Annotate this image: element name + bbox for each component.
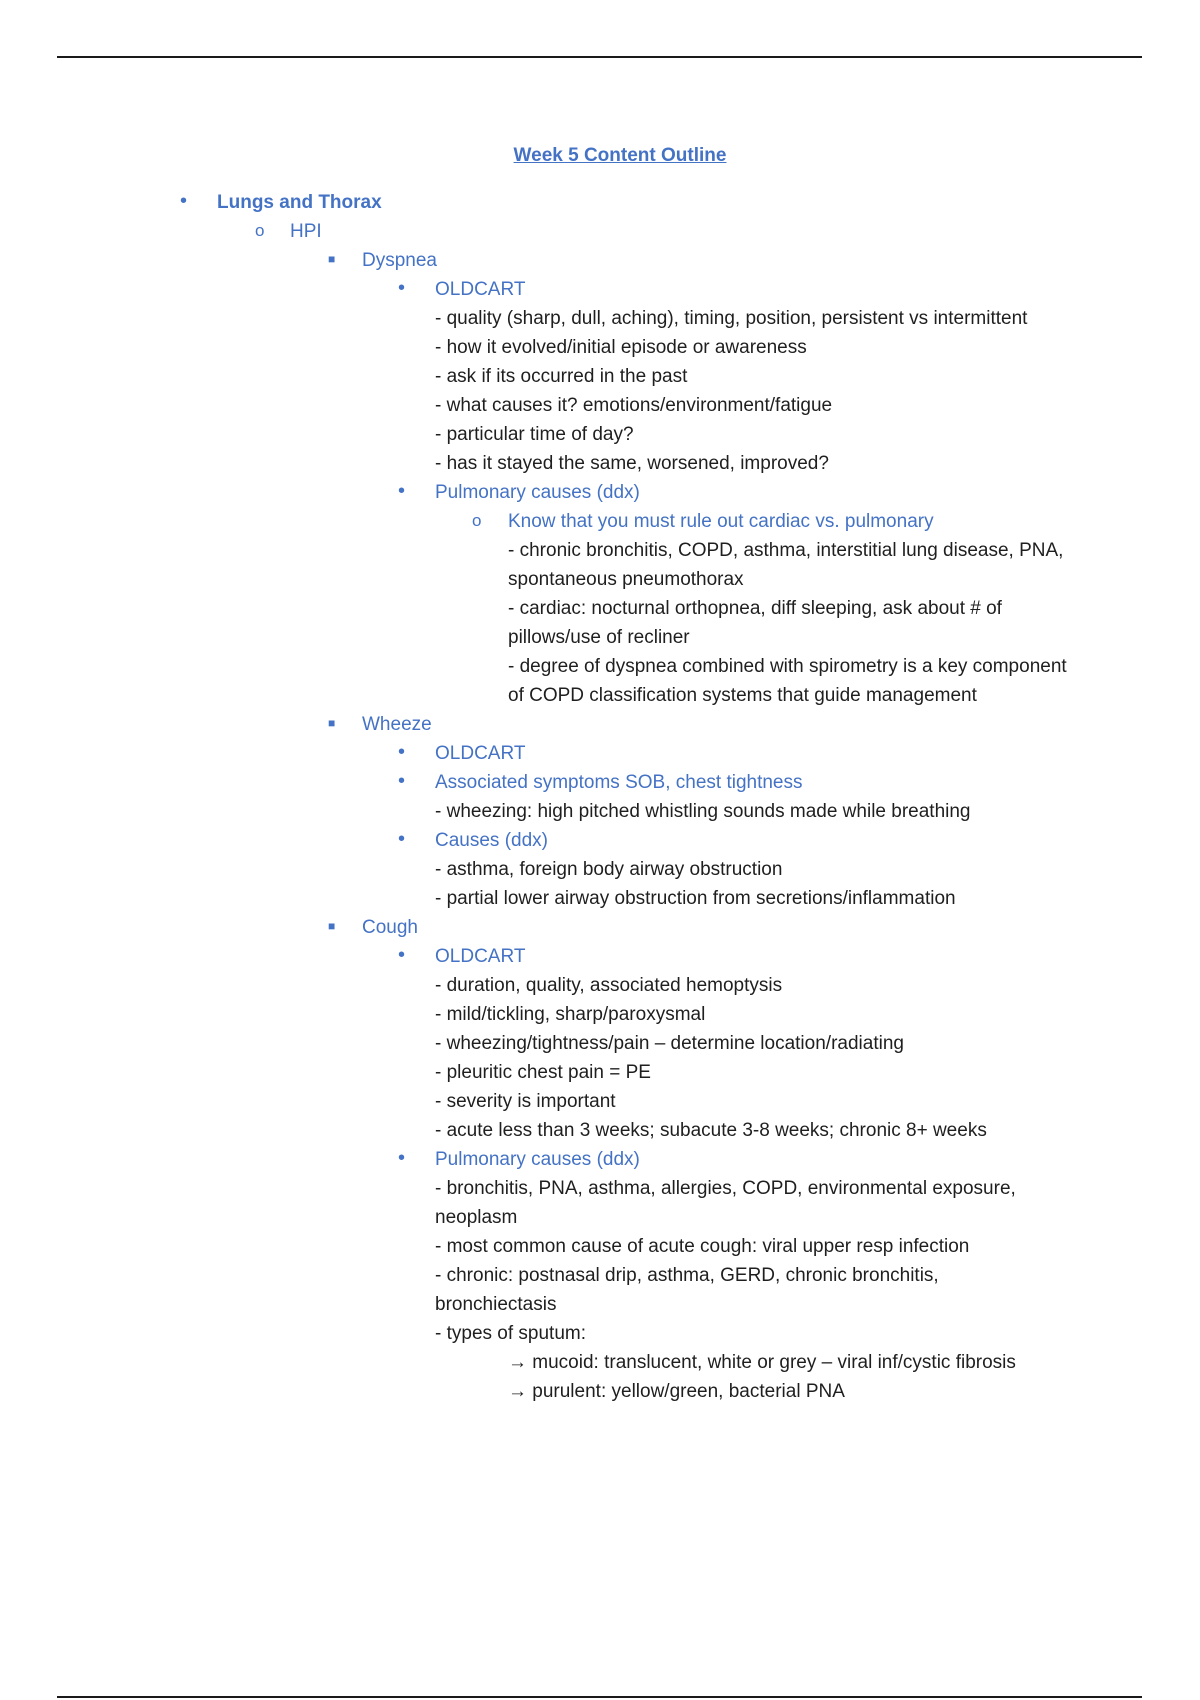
list-item <box>0 1145 1200 1174</box>
list-item <box>0 246 1200 275</box>
note-text: - types of sputum: <box>435 1323 587 1344</box>
cough-pulmonary: Pulmonary causes (ddx) <box>435 1149 640 1170</box>
list-item <box>0 217 1200 246</box>
subsection-hpi: HPI <box>290 221 322 242</box>
note-line <box>0 797 1200 826</box>
wheeze-oldcart: OLDCART <box>435 743 526 764</box>
note-line <box>0 304 1200 333</box>
note-line <box>0 1116 1200 1145</box>
square-bullet-icon: ■ <box>328 919 336 933</box>
note-line <box>0 1319 1200 1348</box>
outline <box>0 188 1200 1406</box>
note-line <box>0 1232 1200 1261</box>
note-text: - partial lower airway obstruction from secretions/inflammation <box>435 888 956 909</box>
note-text: - how it evolved/initial episode or awareness <box>435 337 807 358</box>
list-item <box>0 913 1200 942</box>
note-line <box>0 884 1200 913</box>
topic-dyspnea: Dyspnea <box>362 250 437 271</box>
note-line <box>0 333 1200 362</box>
bullet-icon: • <box>398 480 406 502</box>
square-bullet-icon: ■ <box>328 252 336 266</box>
note-text: - wheezing: high pitched whistling sounds made while breathing <box>435 801 971 822</box>
footer-rule <box>57 1696 1142 1698</box>
wheeze-causes: Causes (ddx) <box>435 830 548 851</box>
circle-bullet-icon: o <box>255 221 265 240</box>
list-item <box>0 275 1200 304</box>
dyspnea-oldcart: OLDCART <box>435 279 526 300</box>
note-line <box>0 391 1200 420</box>
note-text: - quality (sharp, dull, aching), timing, position, persistent vs intermittent <box>435 308 1028 329</box>
sputum-text: → purulent: yellow/green, bacterial PNA <box>508 1381 845 1402</box>
note-line: - degree of dyspnea combined with spirometry is a key component of COPD classification systems that guide management <box>508 656 1067 706</box>
list-item <box>0 739 1200 768</box>
note-line <box>0 855 1200 884</box>
square-bullet-icon: ■ <box>328 716 336 730</box>
note-text: - ask if its occurred in the past <box>435 366 688 387</box>
bullet-icon: • <box>180 190 188 212</box>
topic-cough: Cough <box>362 917 418 938</box>
note-text: - duration, quality, associated hemoptysis <box>435 975 783 996</box>
note-line <box>0 1029 1200 1058</box>
note-line <box>0 449 1200 478</box>
list-item <box>0 768 1200 797</box>
dyspnea-pulmonary: Pulmonary causes (ddx) <box>435 482 640 503</box>
circle-bullet-icon: o <box>472 511 482 530</box>
header-rule <box>57 56 1142 58</box>
cough-oldcart: OLDCART <box>435 946 526 967</box>
note-line <box>0 420 1200 449</box>
note-text: - asthma, foreign body airway obstruction <box>435 859 783 880</box>
list-item <box>0 826 1200 855</box>
list-item <box>0 710 1200 739</box>
page-title: Week 5 Content Outline <box>513 145 727 166</box>
note-text: - acute less than 3 weeks; subacute 3-8 weeks; chronic 8+ weeks <box>435 1120 987 1141</box>
list-item <box>0 507 1200 536</box>
sputum-line <box>0 1348 1200 1377</box>
note-line <box>0 1000 1200 1029</box>
wheeze-associated: Associated symptoms SOB, chest tightness <box>435 772 803 793</box>
sputum-text: → mucoid: translucent, white or grey – viral inf/cystic fibrosis <box>508 1352 1016 1373</box>
bullet-icon: • <box>398 741 406 763</box>
note-line <box>0 362 1200 391</box>
bullet-icon: • <box>398 770 406 792</box>
sputum-line <box>0 1377 1200 1406</box>
note-text: - most common cause of acute cough: viral upper resp infection <box>435 1236 970 1257</box>
note-line: - chronic: postnasal drip, asthma, GERD, chronic bronchitis, bronchiectasis <box>435 1265 939 1315</box>
bullet-icon: • <box>398 277 406 299</box>
topic-wheeze: Wheeze <box>362 714 432 735</box>
note-line <box>0 1058 1200 1087</box>
note-text: - wheezing/tightness/pain – determine location/radiating <box>435 1033 904 1054</box>
note-text: - severity is important <box>435 1091 616 1112</box>
list-item <box>0 942 1200 971</box>
note-text: - what causes it? emotions/environment/fatigue <box>435 395 833 416</box>
note-text: - particular time of day? <box>435 424 634 445</box>
note-line: - bronchitis, PNA, asthma, allergies, COPD, environmental exposure, neoplasm <box>435 1178 1016 1228</box>
note-line <box>0 971 1200 1000</box>
list-item <box>0 188 1200 217</box>
note-text: - has it stayed the same, worsened, improved? <box>435 453 829 474</box>
list-item <box>0 478 1200 507</box>
bullet-icon: • <box>398 828 406 850</box>
note-text: - mild/tickling, sharp/paroxysmal <box>435 1004 706 1025</box>
note-line <box>0 1087 1200 1116</box>
bullet-icon: • <box>398 1147 406 1169</box>
note-line: - chronic bronchitis, COPD, asthma, interstitial lung disease, PNA, spontaneous pneumothorax <box>508 540 1064 590</box>
note-text: - pleuritic chest pain = PE <box>435 1062 651 1083</box>
section-heading: Lungs and Thorax <box>217 192 382 213</box>
dyspnea-rule-out: Know that you must rule out cardiac vs. pulmonary <box>508 511 934 532</box>
bullet-icon: • <box>398 944 406 966</box>
note-line: - cardiac: nocturnal orthopnea, diff sleeping, ask about # of pillows/use of recliner <box>508 598 1002 648</box>
